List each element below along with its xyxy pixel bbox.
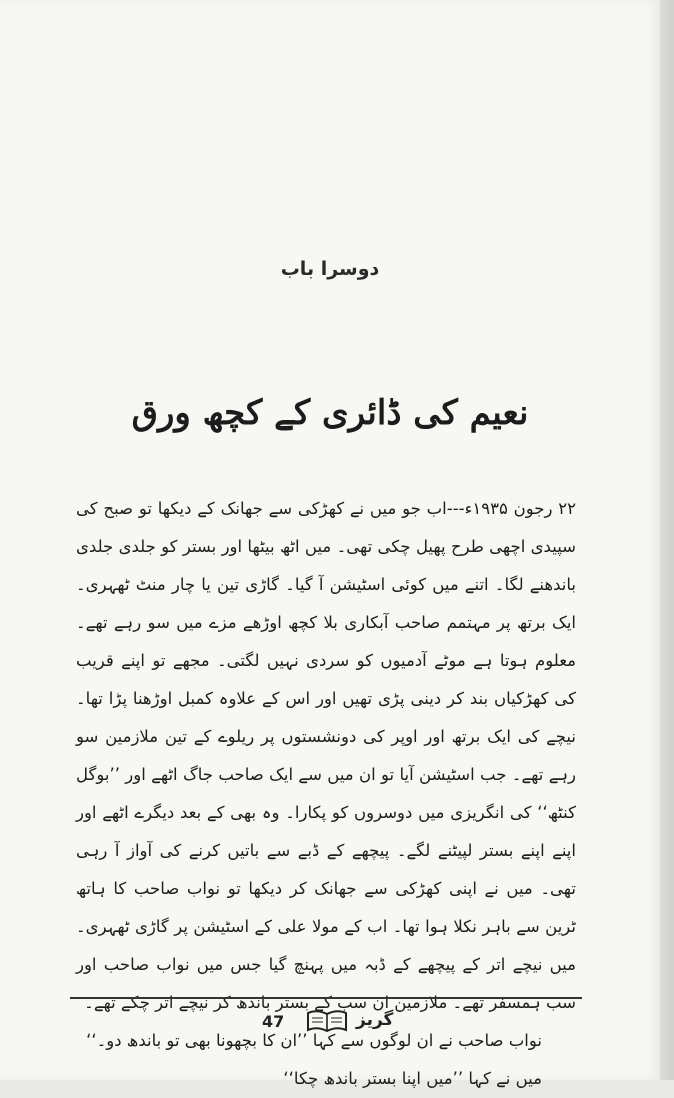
paragraph: ۲۲ رجون ۱۹۳۵ء---اب جو میں نے کھڑکی سے جھانک کے دیکھا تو صبح کی سپیدی اچھی طرح پھیل چکی تھی۔ میں اٹھ بیٹھا اور بستر کو جلدی جلدی باندھنے لگا۔ اتنے میں کوئی اسٹیشن آ گیا۔ گاڑی تین یا چار منٹ ٹھہری۔ ایک برتھ پر مہتمم صاحب آبکاری بلا کچھ اوڑھے مزے میں سو رہے تھے۔ معلوم ہوتا ہے موٹے آدمیوں کو سردی نہیں لگتی۔ مجھے تو اپنے قریب کی کھڑکیاں بند کر دینی پڑی تھیں اور اس کے علاوہ کمبل اوڑھنا پڑا تھا۔ نیچے کی ایک برتھ اور اوپر کی دونشستوں پر ریلوے کے تین ملازمین سو رہے تھے۔ جب اسٹیشن آیا تو ان میں سے ایک صاحب جاگ اٹھے اور ’’بوگل کنٹھ‘‘ کی انگریزی میں دوسروں کو پکارا۔ وہ بھی کے بعد دیگرے اٹھے اور اپنے اپنے بستر لپیٹنے لگے۔ پیچھے کے ڈبے سے باتیں کرنے کی آواز آ رہی تھی۔ میں نے اپنی کھڑکی سے جھانک کر دیکھا تو نواب صاحب کا ہاتھ ٹرین سے باہر نکلا ہوا تھا۔ اب کے مولا علی کے اسٹیشن پر گاڑی ٹھہری۔ میں نیچے اتر کے پیچھے کے ڈبہ میں پہنچ گیا جس میں نواب صاحب اور سب ہمسفر تھے۔ ملازمین ان سب کے بستر باندھ کر نیچے اتر چکے تھے۔	[76, 499, 576, 1012]
paragraph: نواب صاحب نے ان لوگوں سے کہا ’’ان کا بچھونا بھی تو باندھ دو۔‘‘	[86, 1031, 542, 1050]
paragraph: میں نے کہا ’’میں اپنا بستر باندھ چکا‘‘	[283, 1069, 542, 1088]
open-book-icon	[306, 1008, 348, 1034]
body-text	[76, 490, 576, 1098]
page-title: نعیم کی ڈائری کے کچھ ورق	[131, 393, 529, 433]
page-number: 47	[262, 1012, 285, 1031]
book-name: گریز	[356, 1010, 394, 1030]
footer-divider	[70, 997, 582, 999]
page-footer	[0, 1008, 660, 1038]
chapter-heading: دوسرا باب	[280, 258, 380, 280]
page-edge	[660, 0, 674, 1080]
